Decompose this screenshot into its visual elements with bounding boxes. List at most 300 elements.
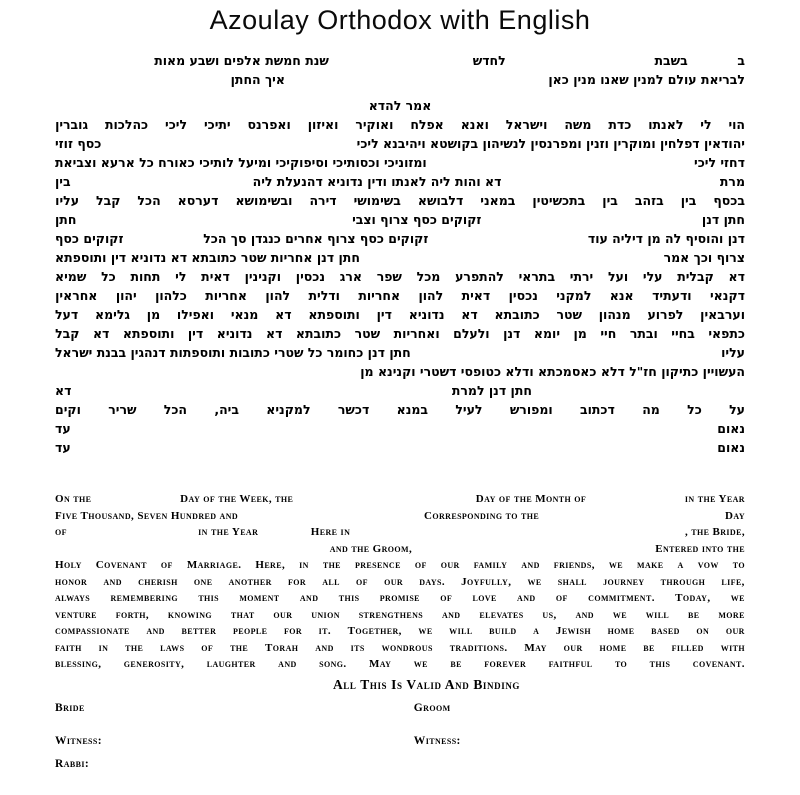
word: song. — [319, 658, 347, 670]
word: Jewish — [555, 625, 591, 637]
word: and — [103, 575, 122, 588]
text-segment: ב — [737, 53, 745, 68]
text-segment: in the Year — [198, 526, 259, 538]
text-segment: חתן דנן כחומר כל שטרי כתובות ותוספתות דנהגין בבנת ישראל — [55, 345, 411, 360]
word: filled — [671, 641, 704, 654]
text-segment: כסף זוזי — [55, 136, 102, 151]
text-segment: מרת — [719, 174, 745, 189]
english-line — [55, 541, 745, 558]
word: commitment. — [588, 592, 655, 604]
word: be — [688, 608, 700, 621]
word: הכל — [163, 402, 188, 417]
word: ארג — [339, 269, 362, 284]
word: our — [384, 575, 404, 588]
text-segment: נאום — [717, 440, 745, 455]
hebrew-line — [55, 115, 745, 134]
word: journey — [603, 575, 645, 588]
word: דין — [376, 307, 392, 322]
word: בתכשיטין — [532, 193, 586, 208]
word: נכסין — [508, 288, 538, 303]
word: we — [413, 658, 428, 670]
word: בין — [602, 193, 618, 208]
word: דא — [265, 326, 283, 341]
text-segment: לחדש — [472, 53, 506, 68]
word: מן — [573, 326, 587, 341]
word: and — [146, 625, 165, 637]
word: and — [575, 608, 594, 621]
hebrew-line — [55, 400, 745, 419]
word: with — [720, 641, 745, 654]
word: ולעלם — [453, 326, 490, 341]
word: אפלח — [410, 117, 444, 132]
word: הוי — [728, 117, 745, 132]
text-segment: נאום — [717, 421, 745, 436]
word: a — [533, 625, 540, 637]
rabbi-row — [55, 758, 745, 770]
word: וקנינין — [244, 269, 282, 284]
word: דירה — [309, 193, 337, 208]
word: מנהון — [598, 307, 631, 322]
word: make — [637, 559, 664, 571]
text-segment: חתן דנן למרת — [451, 383, 532, 398]
word: faithful — [548, 658, 593, 670]
text-segment: עליו — [721, 345, 745, 360]
text-segment: יהודאין דפלחין ומוקרין וזנין ומפרנסין לנשיהון בקושטא ויהיבנא ליכי — [356, 136, 745, 151]
rabbi-label: Rabbi: — [55, 757, 90, 770]
text-segment: חתן — [55, 212, 77, 227]
word: דערסא — [177, 193, 219, 208]
word: Today, — [675, 592, 711, 604]
text-segment: העשויין כתיקון חז"ל דלא כאסמכתא ודלא כטופסי דשטרי וקנינא מן — [360, 364, 745, 379]
word: כל — [687, 402, 702, 417]
word: based — [651, 625, 680, 637]
word: ואוקיר — [355, 117, 394, 132]
word: וערבאין — [700, 307, 745, 322]
word: דעל — [55, 307, 79, 322]
word: we — [418, 625, 433, 637]
word: a — [677, 559, 684, 571]
word: ואיזון — [307, 117, 339, 132]
word: will — [449, 625, 473, 637]
word: נדוניא — [408, 307, 445, 322]
word: our — [273, 608, 293, 621]
word: venture — [55, 608, 97, 621]
word: למקני — [556, 288, 592, 303]
word: מה — [642, 402, 660, 417]
word: וישראל — [505, 117, 548, 132]
word: to — [732, 559, 745, 571]
text-segment: זקוקים כסף צרוף וצבי — [352, 212, 482, 227]
word: דא — [92, 326, 110, 341]
hebrew-line — [55, 343, 745, 362]
word: promise — [379, 592, 420, 604]
hebrew-line — [55, 362, 745, 381]
word: union — [311, 608, 340, 621]
word: חיי — [600, 326, 617, 341]
word: ואפילו — [176, 307, 215, 322]
word: for — [283, 625, 303, 637]
word: יתיכי — [203, 117, 231, 132]
word: בכסף — [713, 193, 745, 208]
word: May — [368, 658, 392, 670]
word: ותוספתא — [308, 307, 360, 322]
word: שריר — [108, 402, 137, 417]
word: this — [338, 592, 360, 604]
word: מנאי — [230, 307, 259, 322]
hebrew-line — [55, 324, 745, 343]
word: home — [599, 641, 627, 654]
hebrew-line — [55, 438, 745, 457]
word: we — [608, 559, 624, 571]
word: knowing — [167, 608, 213, 621]
word: בחיי — [671, 326, 695, 341]
word: we — [527, 575, 542, 588]
word: לאנתו — [648, 117, 684, 132]
word: דא — [461, 307, 478, 322]
witness-row — [55, 735, 745, 747]
word: אחריות — [205, 288, 247, 303]
text-segment: Five Thousand, Seven Hundred and — [55, 509, 239, 522]
word: through — [660, 575, 706, 588]
english-line — [55, 623, 745, 640]
word: דנן — [503, 326, 521, 341]
word: the — [125, 641, 144, 654]
word: remembering — [110, 592, 178, 604]
hebrew-line — [55, 70, 745, 89]
word: generosity, — [123, 658, 185, 670]
word: לעיל — [455, 402, 483, 417]
word: ואנא — [460, 117, 489, 132]
word: be — [643, 641, 655, 654]
english-line — [55, 557, 745, 574]
hebrew-line — [55, 51, 745, 70]
word: ודעתיד — [652, 288, 692, 303]
word: all — [322, 575, 340, 588]
word: ליכי — [165, 117, 188, 132]
text-segment: Here in — [310, 526, 351, 538]
word: הכל — [137, 193, 161, 208]
word: משה — [564, 117, 592, 132]
english-line — [55, 574, 745, 591]
word: ודלית — [308, 288, 340, 303]
hebrew-line — [55, 229, 745, 248]
word: דין — [187, 326, 204, 341]
word: our — [563, 641, 583, 654]
word: of — [356, 575, 368, 588]
word: ואפרנס — [247, 117, 291, 132]
hebrew-line: אמר להדא — [368, 98, 432, 113]
text-segment: בין — [55, 174, 71, 189]
word: Here, — [255, 559, 286, 571]
word: one — [193, 575, 213, 588]
word: that — [230, 608, 255, 621]
word: ועל — [607, 269, 629, 284]
word: דא — [275, 307, 292, 322]
bride-groom-row — [55, 702, 745, 714]
text-segment: לבריאת עולם למנין שאנו מנין כאן — [548, 72, 745, 87]
word: forever — [484, 658, 527, 670]
word: another — [228, 575, 272, 588]
word: בשימושי — [353, 193, 401, 208]
word: friends, — [553, 559, 595, 571]
hebrew-line — [55, 210, 745, 229]
word: always — [55, 592, 91, 604]
text-segment: דחזי ליכי — [694, 155, 745, 170]
word: will — [645, 608, 670, 621]
text-segment: צרוף וכך אמר — [663, 250, 745, 265]
word: laughter — [206, 658, 256, 670]
word: נדוניא — [216, 326, 253, 341]
word: Torah — [265, 641, 299, 654]
text-segment: דא — [55, 383, 72, 398]
text-segment: חתן דנן אחריות שטר כתובתא דא נדוניא דין ותוספתא — [55, 250, 360, 265]
word: דלבושא — [417, 193, 464, 208]
word: לפרוע — [647, 307, 684, 322]
word: כל — [101, 269, 116, 284]
hebrew-line — [55, 286, 745, 305]
word: be — [450, 658, 462, 670]
word: כתפאי — [708, 326, 745, 341]
word: and — [278, 658, 297, 670]
text-segment: Entered into the — [655, 542, 745, 555]
word: כדת — [608, 117, 632, 132]
word: in — [299, 559, 309, 571]
english-line — [55, 590, 745, 607]
word: strengthens — [358, 608, 424, 621]
text-segment: דא והות ליה לאנתו ודין נדוניא דהנעלת ליה — [252, 174, 502, 189]
text-segment: איך החתן — [230, 72, 285, 87]
word: of — [440, 592, 453, 604]
witness-left-label: Witness: — [55, 734, 102, 747]
hebrew-line — [55, 134, 745, 153]
text-segment: זקוקים כסף — [55, 231, 124, 246]
word: and — [441, 608, 461, 621]
word: blessing, — [55, 658, 102, 670]
word: us, — [542, 608, 557, 621]
word: wondrous — [381, 641, 433, 654]
word: דכשר — [337, 402, 370, 417]
word: ואחריות — [393, 326, 440, 341]
word: למקניא — [266, 402, 311, 417]
word: of — [160, 559, 173, 571]
word: Marriage. — [186, 559, 242, 571]
word: עליו — [55, 193, 80, 208]
english-line — [55, 640, 745, 657]
word: דאית — [201, 269, 230, 284]
word: אנא — [609, 288, 634, 303]
word: ותוספתא — [122, 326, 175, 341]
word: נכסין — [295, 269, 325, 284]
word: and — [521, 559, 540, 571]
word: ירתי — [569, 269, 594, 284]
word: build — [489, 625, 517, 637]
hebrew-text-block — [55, 51, 745, 457]
text-segment: Day of the Month of — [475, 493, 587, 505]
word: compassionate — [55, 625, 130, 637]
word: קבל — [55, 326, 80, 341]
page-title: Azoulay Orthodox with English — [209, 5, 591, 35]
word: עלי — [642, 269, 663, 284]
word: days. — [419, 575, 445, 588]
word: in — [98, 641, 109, 654]
word: Covenant — [95, 559, 147, 571]
word: and — [299, 592, 319, 604]
english-line — [55, 508, 745, 525]
word: כתובתא — [494, 307, 540, 322]
text-segment: , the Bride, — [684, 526, 745, 538]
word: traditions. — [449, 641, 508, 654]
signature-section — [55, 702, 745, 770]
word: life, — [721, 575, 745, 588]
word: כהלכות — [104, 117, 149, 132]
word: Holy — [55, 559, 82, 571]
word: May — [524, 641, 547, 654]
word: קבל — [96, 193, 121, 208]
word: this — [649, 658, 671, 670]
text-segment: Corresponding to the — [424, 509, 540, 522]
text-segment: Day of the Week, the — [180, 493, 294, 505]
word: יומא — [533, 326, 561, 341]
word: בתראי — [518, 269, 556, 284]
text-segment: ומזוניכי וכסותיכי וסיפוקיכי ומיעל לותיכי כאורח כל ארעא וצביאת — [55, 155, 427, 170]
word: Together, — [347, 625, 402, 637]
english-line — [55, 607, 745, 624]
word: more — [718, 608, 745, 621]
text-segment: of — [55, 526, 67, 538]
word: elevates — [479, 608, 524, 621]
word: and — [517, 592, 536, 604]
word: דא — [728, 269, 745, 284]
hebrew-line — [55, 248, 745, 267]
word: cherish — [138, 575, 178, 588]
word: ובשימושא — [235, 193, 293, 208]
word: we — [730, 592, 745, 604]
text-segment: דנן והוסיף לה מן דיליה עוד — [587, 231, 745, 246]
hebrew-line — [55, 305, 745, 324]
word: לי — [175, 269, 187, 284]
groom-label: Groom — [413, 701, 451, 714]
word: קבלית — [677, 269, 714, 284]
word: our — [725, 625, 745, 637]
word: דכתוב — [579, 402, 615, 417]
hebrew-line — [55, 153, 745, 172]
english-line — [55, 491, 745, 508]
hebrew-line — [55, 381, 745, 400]
word: better — [181, 625, 217, 637]
word: of — [201, 641, 214, 654]
hebrew-line — [55, 267, 745, 286]
word: the — [322, 559, 341, 571]
word: דאית — [461, 288, 491, 303]
word: this — [198, 592, 220, 604]
english-line — [55, 524, 745, 541]
word: גוברין — [55, 117, 89, 132]
word: ובתר — [629, 326, 658, 341]
word: faith — [55, 641, 82, 654]
word: honor — [55, 575, 88, 588]
text-segment: in the Year — [684, 493, 745, 505]
text-segment: and the Groom, — [329, 542, 413, 555]
word: ביה, — [214, 402, 239, 417]
word: vow — [697, 559, 719, 571]
word: love — [472, 592, 497, 604]
word: Joyfully, — [461, 575, 512, 588]
hebrew-line — [55, 172, 745, 191]
word: laws — [160, 641, 185, 654]
word: family — [473, 559, 508, 571]
word: תחות — [130, 269, 161, 284]
word: forth, — [115, 608, 150, 621]
word: שטר — [354, 326, 381, 341]
word: our — [440, 559, 460, 571]
word: לי — [700, 117, 712, 132]
bride-label: Bride — [55, 701, 85, 714]
valid-binding-statement: All This Is Valid And Binding — [332, 676, 521, 692]
word: home — [607, 625, 635, 637]
witness-right-label: Witness: — [413, 734, 461, 747]
word: we — [612, 608, 627, 621]
word: כתובתא — [295, 326, 342, 341]
word: of — [414, 559, 427, 571]
hebrew-line — [55, 191, 745, 210]
text-segment: שנת חמשת אלפים ושבע מאות — [154, 53, 329, 68]
word: בין — [680, 193, 697, 208]
word: moment — [239, 592, 280, 604]
word: and — [315, 641, 334, 654]
word: כלהון — [155, 288, 187, 303]
word: במאני — [480, 193, 516, 208]
word: אחריות — [358, 288, 401, 303]
word: להון — [265, 288, 291, 303]
text-segment: עד — [55, 440, 71, 455]
text-segment: עד — [55, 421, 71, 436]
word: shall — [557, 575, 587, 588]
word: ומפורש — [509, 402, 553, 417]
word: for — [287, 575, 307, 588]
word: מן — [146, 307, 161, 322]
word: להתפרע — [455, 269, 504, 284]
word: to — [614, 658, 628, 670]
word: אחראין — [55, 288, 98, 303]
word: of — [555, 592, 568, 604]
hebrew-line — [55, 419, 745, 438]
text-segment: זקוקים כסף צרוף אחרים כנגדן סך הכל — [203, 231, 429, 246]
text-segment: On the — [55, 493, 92, 505]
word: its — [350, 641, 365, 654]
english-text-block — [55, 491, 745, 673]
word: שפר — [376, 269, 402, 284]
word: on — [696, 625, 710, 637]
word: the — [230, 641, 249, 654]
word: וקים — [55, 402, 81, 417]
word: יהון — [115, 288, 137, 303]
word: covenant. — [692, 658, 745, 670]
word: שמיא — [55, 269, 87, 284]
word: בזהב — [634, 193, 664, 208]
word: מכל — [416, 269, 441, 284]
text-segment: בשבת — [654, 53, 688, 68]
word: דקנאי — [710, 288, 745, 303]
word: במנא — [396, 402, 429, 417]
text-segment: חתן דנן — [701, 212, 745, 227]
word: על — [729, 402, 745, 417]
word: להון — [418, 288, 444, 303]
word: שטר — [556, 307, 582, 322]
word: גלימא — [95, 307, 131, 322]
word: it. — [318, 625, 332, 637]
word: people — [232, 625, 268, 637]
english-line — [55, 656, 745, 673]
